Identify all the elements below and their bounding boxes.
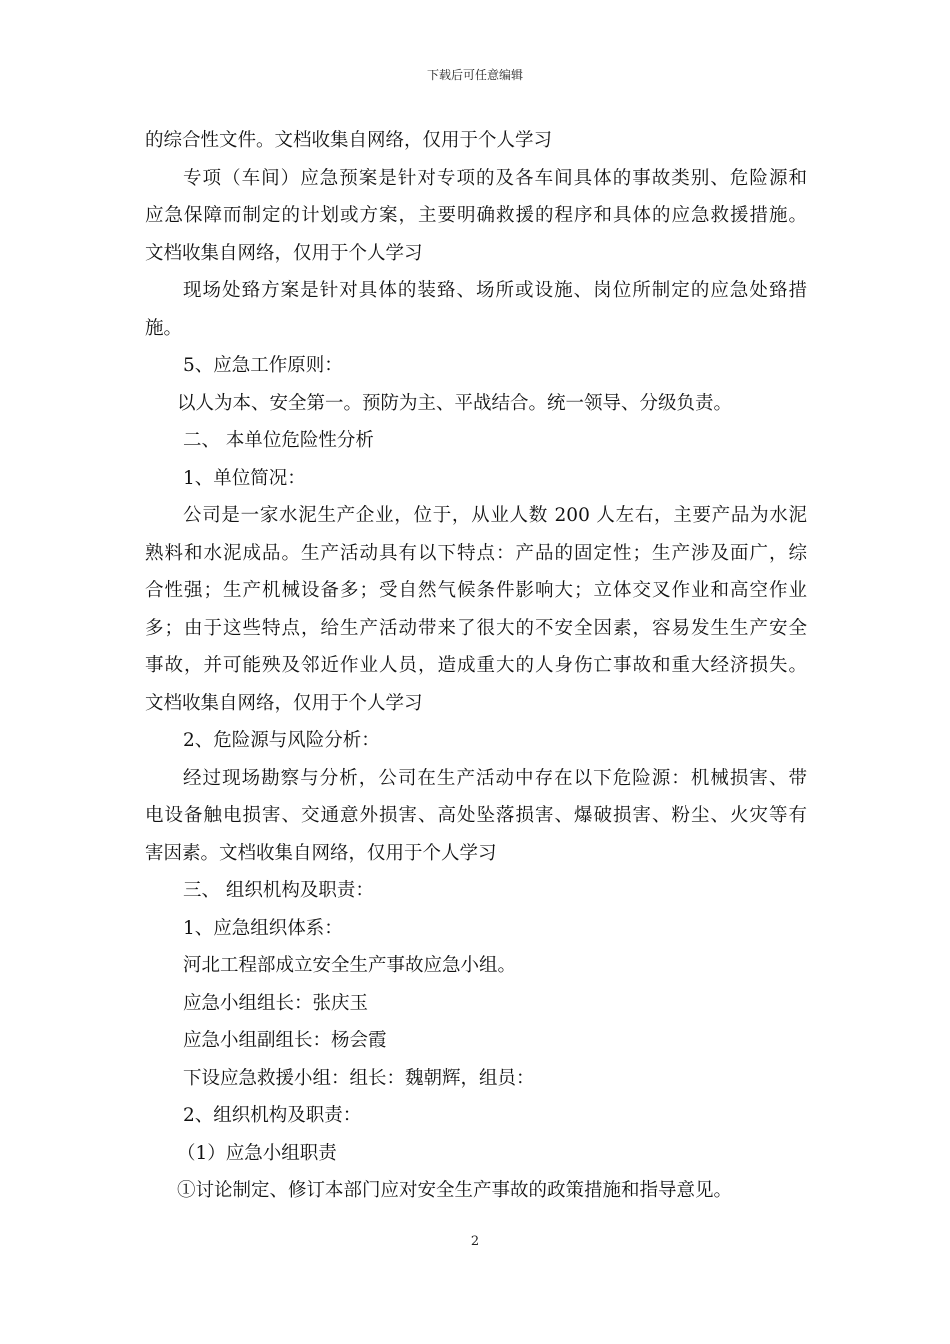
text-line: 下设应急救援小组：组长：魏朝辉，组员： bbox=[183, 1067, 535, 1089]
text-line: 经过现场勘察与分析，公司在生产活动中存在以下危险源：机械损害、带 bbox=[183, 767, 807, 789]
text-line: 应急小组组长：张庆玉 bbox=[183, 992, 369, 1014]
text-line: 5、应急工作原则： bbox=[183, 355, 343, 376]
text-line: 公司是一家水泥生产企业，位于，从业人数 200 人左右，主要产品为水泥 bbox=[183, 505, 807, 526]
body-text bbox=[145, 122, 807, 1210]
text-line: 电设备触电损害、交通意外损害、高处坠落损害、爆破损害、粉尘、火灾等有 bbox=[145, 805, 807, 826]
text-line: 应急小组副组长：杨会霞 bbox=[183, 1030, 387, 1051]
text-line: 事故，并可能殃及邻近作业人员，造成重大的人身伤亡事故和重大经济损失。 bbox=[145, 655, 807, 676]
text-line: （1）应急小组职责 bbox=[177, 1142, 337, 1164]
page-number: 2 bbox=[470, 1234, 480, 1249]
text-line: 应急保障而制定的计划或方案，主要明确救援的程序和具体的应急救援措施。 bbox=[145, 205, 807, 226]
text-line: 文档收集自网络，仅用于个人学习 bbox=[145, 242, 423, 264]
text-line: 熟料和水泥成品。生产活动具有以下特点：产品的固定性；生产涉及面广，综 bbox=[145, 542, 807, 564]
text-line: 以人为本、安全第一。预防为主、平战结合。统一领导、分级负责。 bbox=[177, 392, 733, 414]
text-line: 多；由于这些特点，给生产活动带来了很大的不安全因素，容易发生生产安全 bbox=[145, 617, 807, 639]
text-line: 施。 bbox=[145, 317, 183, 339]
text-line: 二、 本单位危险性分析 bbox=[183, 430, 374, 451]
text-line: 2、危险源与风险分析： bbox=[183, 730, 380, 751]
text-line: 1、单位简况： bbox=[183, 467, 306, 489]
text-line: 1、应急组织体系： bbox=[183, 917, 343, 939]
text-line: 河北工程部成立安全生产事故应急小组。 bbox=[183, 955, 517, 976]
text-line: 三、 组织机构及职责： bbox=[183, 880, 374, 901]
text-line: 文档收集自网络，仅用于个人学习 bbox=[145, 692, 423, 714]
text-line: 合性强；生产机械设备多；受自然气候条件影响大；立体交叉作业和高空作业 bbox=[145, 580, 807, 601]
text-line: 害因素。文档收集自网络，仅用于个人学习 bbox=[145, 842, 497, 864]
text-line: 现场处臵方案是针对具体的装臵、场所或设施、岗位所制定的应急处臵措 bbox=[183, 280, 807, 301]
text-line: 2、组织机构及职责： bbox=[183, 1105, 362, 1126]
text-line: ①讨论制定、修订本部门应对安全生产事故的政策措施和指导意见。 bbox=[177, 1180, 733, 1201]
text-line: 专项（车间）应急预案是针对专项的及各车间具体的事故类别、危险源和 bbox=[183, 167, 807, 189]
page-header: 下载后可任意编辑 bbox=[426, 68, 523, 82]
text-line: 的综合性文件。文档收集自网络，仅用于个人学习 bbox=[145, 130, 553, 151]
